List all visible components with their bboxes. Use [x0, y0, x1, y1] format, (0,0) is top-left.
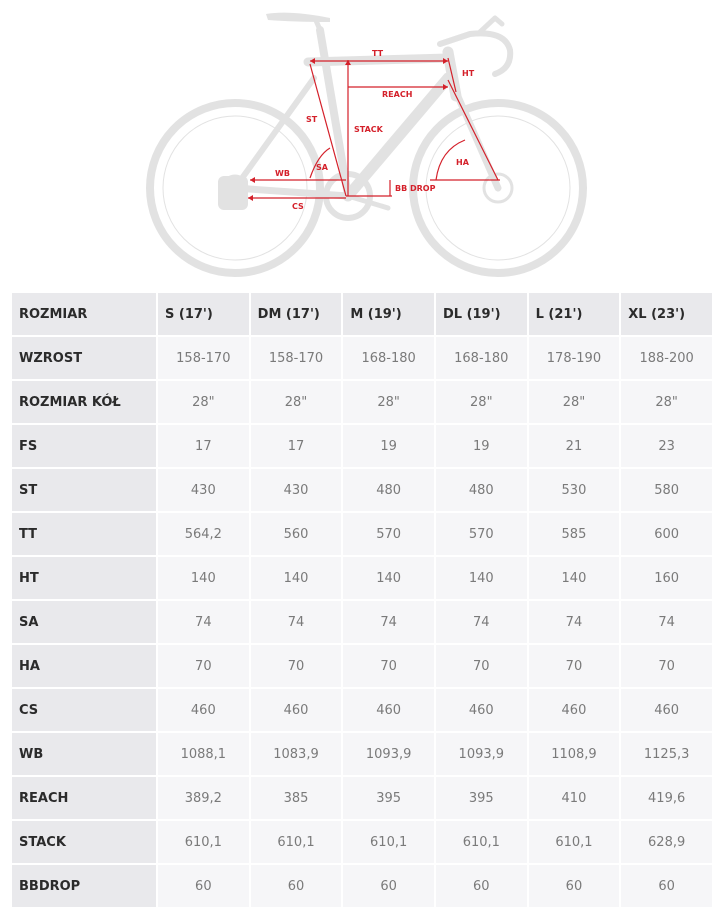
table-cell: 28" — [621, 381, 712, 423]
row-label: CS — [12, 689, 156, 731]
table-cell: 610,1 — [251, 821, 342, 863]
tt-label: TT — [372, 49, 384, 58]
table-row — [12, 821, 712, 863]
table-cell: 410 — [529, 777, 620, 819]
table-cell: 610,1 — [529, 821, 620, 863]
size-header-dm: DM (17') — [251, 293, 342, 335]
table-cell: 570 — [436, 513, 527, 555]
table-cell: 17 — [158, 425, 249, 467]
table-cell: 580 — [621, 469, 712, 511]
row-label: ST — [12, 469, 156, 511]
table-cell: 70 — [436, 645, 527, 687]
table-cell: 395 — [343, 777, 434, 819]
table-row — [12, 777, 712, 819]
table-cell: 140 — [251, 557, 342, 599]
table-cell: 74 — [158, 601, 249, 643]
table-cell: 564,2 — [158, 513, 249, 555]
table-cell: 419,6 — [621, 777, 712, 819]
table-cell: 70 — [158, 645, 249, 687]
table-body — [12, 337, 712, 907]
st-label: ST — [306, 115, 318, 124]
table-cell: 21 — [529, 425, 620, 467]
table-cell: 70 — [251, 645, 342, 687]
table-row — [12, 381, 712, 423]
table-cell: 610,1 — [343, 821, 434, 863]
table-cell: 168-180 — [343, 337, 434, 379]
table-cell: 460 — [436, 689, 527, 731]
table-cell: 74 — [343, 601, 434, 643]
table-cell: 160 — [621, 557, 712, 599]
row-label: ROZMIAR KÓŁ — [12, 381, 156, 423]
table-cell: 28" — [343, 381, 434, 423]
table-cell: 74 — [621, 601, 712, 643]
table-cell: 188-200 — [621, 337, 712, 379]
table-row — [12, 645, 712, 687]
size-header-l: L (21') — [529, 293, 620, 335]
table-row — [12, 865, 712, 907]
table-cell: 385 — [251, 777, 342, 819]
stack-label: STACK — [354, 125, 383, 134]
reach-label: REACH — [382, 90, 413, 99]
table-cell: 28" — [529, 381, 620, 423]
table-cell: 600 — [621, 513, 712, 555]
table-header-row — [12, 293, 712, 335]
table-cell: 140 — [158, 557, 249, 599]
table-row — [12, 513, 712, 555]
table-cell: 628,9 — [621, 821, 712, 863]
table-cell: 60 — [158, 865, 249, 907]
table-cell: 1108,9 — [529, 733, 620, 775]
table-cell: 19 — [436, 425, 527, 467]
table-cell: 74 — [436, 601, 527, 643]
table-cell: 480 — [343, 469, 434, 511]
table-cell: 560 — [251, 513, 342, 555]
table-cell: 1088,1 — [158, 733, 249, 775]
geometry-table — [10, 291, 714, 909]
size-header-xl: XL (23') — [621, 293, 712, 335]
size-header-s: S (17') — [158, 293, 249, 335]
table-cell: 158-170 — [251, 337, 342, 379]
corner-header: ROZMIAR — [12, 293, 156, 335]
row-label: HA — [12, 645, 156, 687]
table-cell: 1093,9 — [343, 733, 434, 775]
wb-label: WB — [275, 169, 290, 178]
table-cell: 460 — [529, 689, 620, 731]
row-label: BBDROP — [12, 865, 156, 907]
table-cell: 460 — [621, 689, 712, 731]
table-cell: 17 — [251, 425, 342, 467]
table-cell: 70 — [343, 645, 434, 687]
table-cell: 430 — [251, 469, 342, 511]
table-cell: 74 — [251, 601, 342, 643]
cs-label: CS — [292, 202, 304, 211]
table-cell: 60 — [621, 865, 712, 907]
table-cell: 389,2 — [158, 777, 249, 819]
table-cell: 178-190 — [529, 337, 620, 379]
table-cell: 1093,9 — [436, 733, 527, 775]
dimension-labels — [275, 49, 475, 211]
table-cell: 530 — [529, 469, 620, 511]
table-row — [12, 733, 712, 775]
table-cell: 460 — [158, 689, 249, 731]
table-cell: 570 — [343, 513, 434, 555]
bike-silhouette — [150, 13, 583, 273]
table-cell: 158-170 — [158, 337, 249, 379]
table-row — [12, 469, 712, 511]
ht-label: HT — [462, 69, 475, 78]
table-cell: 28" — [251, 381, 342, 423]
row-label: REACH — [12, 777, 156, 819]
table-cell: 1083,9 — [251, 733, 342, 775]
table-cell: 168-180 — [436, 337, 527, 379]
table-cell: 28" — [158, 381, 249, 423]
row-label: WB — [12, 733, 156, 775]
table-cell: 23 — [621, 425, 712, 467]
table-row — [12, 425, 712, 467]
row-label: TT — [12, 513, 156, 555]
row-label: FS — [12, 425, 156, 467]
table-row — [12, 689, 712, 731]
table-cell: 19 — [343, 425, 434, 467]
table-cell: 60 — [251, 865, 342, 907]
table-cell: 460 — [251, 689, 342, 731]
table-cell: 140 — [436, 557, 527, 599]
table-cell: 60 — [436, 865, 527, 907]
table-cell: 70 — [529, 645, 620, 687]
ha-label: HA — [456, 158, 469, 167]
table-cell: 28" — [436, 381, 527, 423]
row-label: SA — [12, 601, 156, 643]
table-cell: 140 — [529, 557, 620, 599]
table-cell: 610,1 — [158, 821, 249, 863]
bbdrop-label: BB DROP — [395, 184, 436, 193]
table-cell: 480 — [436, 469, 527, 511]
table-cell: 460 — [343, 689, 434, 731]
table-cell: 1125,3 — [621, 733, 712, 775]
row-label: WZROST — [12, 337, 156, 379]
table-row — [12, 337, 712, 379]
table-cell: 74 — [529, 601, 620, 643]
table-cell: 60 — [343, 865, 434, 907]
size-header-dl: DL (19') — [436, 293, 527, 335]
table-row — [12, 557, 712, 599]
bike-geometry-diagram — [0, 0, 724, 285]
size-header-m: M (19') — [343, 293, 434, 335]
table-cell: 430 — [158, 469, 249, 511]
table-cell: 140 — [343, 557, 434, 599]
row-label: HT — [12, 557, 156, 599]
table-cell: 60 — [529, 865, 620, 907]
sa-label: SA — [316, 163, 328, 172]
table-cell: 610,1 — [436, 821, 527, 863]
table-cell: 395 — [436, 777, 527, 819]
row-label: STACK — [12, 821, 156, 863]
table-row — [12, 601, 712, 643]
table-cell: 70 — [621, 645, 712, 687]
table-cell: 585 — [529, 513, 620, 555]
